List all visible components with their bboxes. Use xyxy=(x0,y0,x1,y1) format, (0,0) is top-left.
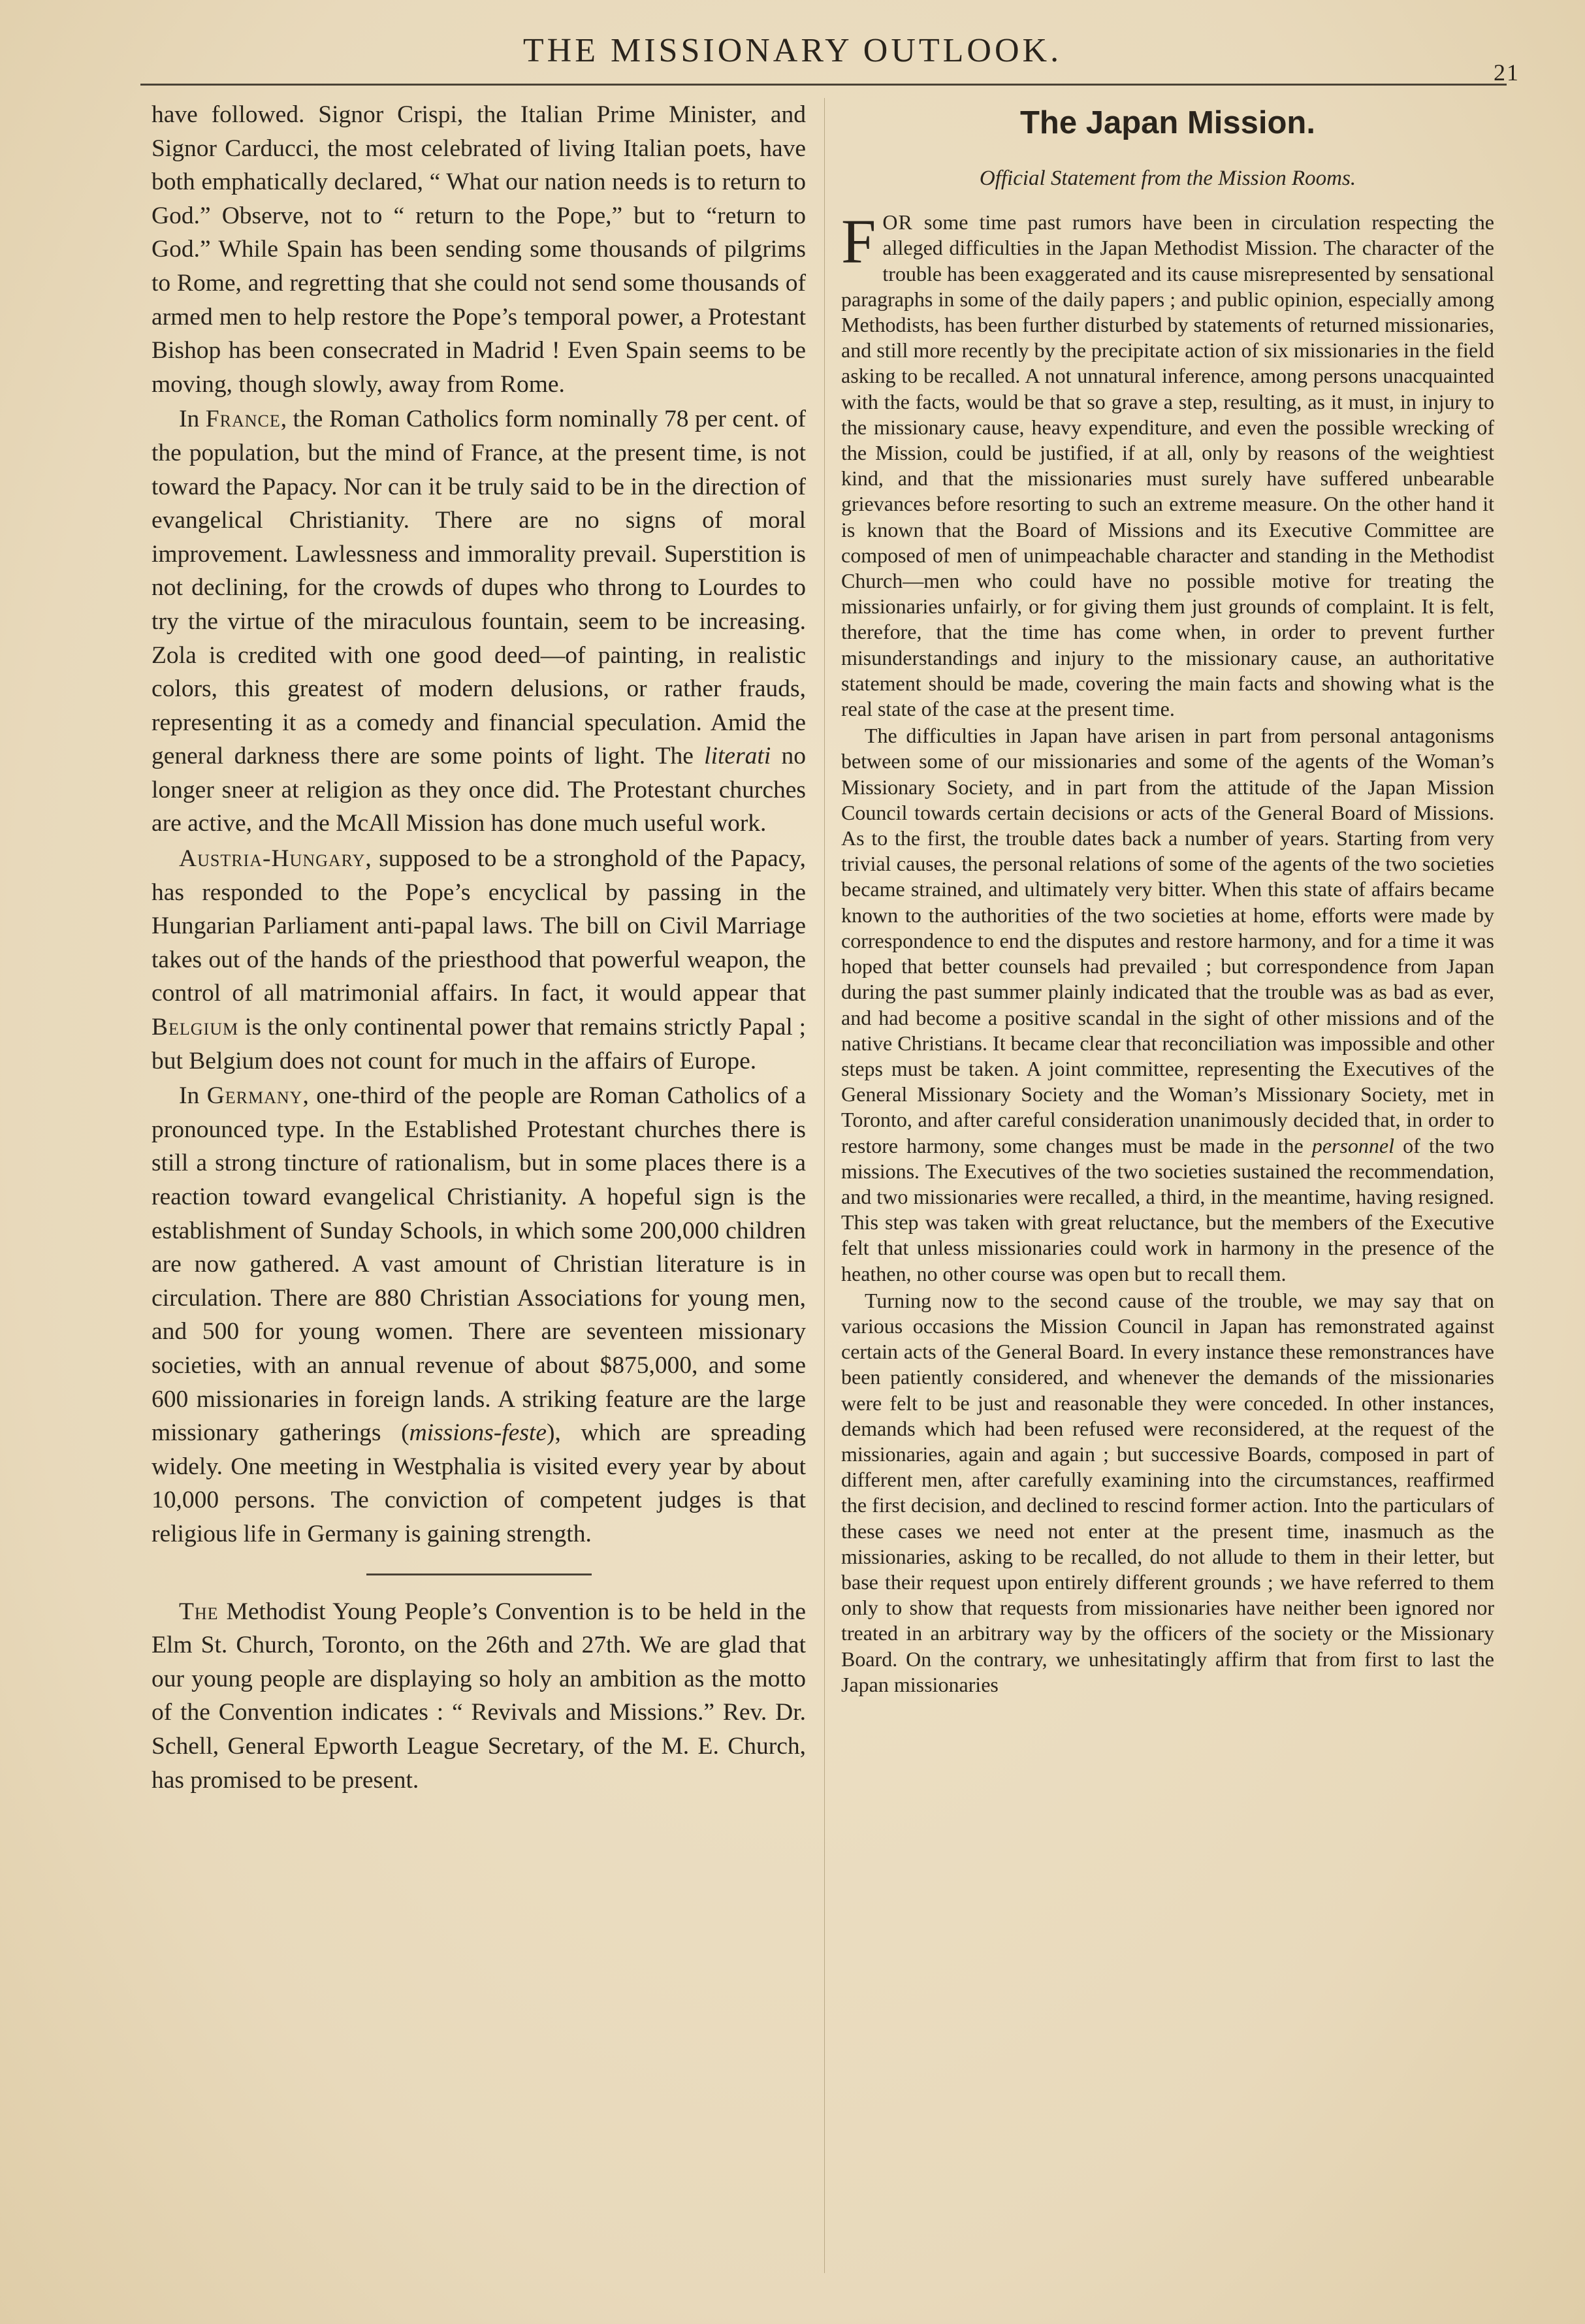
country-label-belgium: Belgium xyxy=(152,1014,239,1041)
notice-text: Methodist Young People’s Convention is to be held in the Elm St. Church, Toronto, on the 26th and 27th. We are glad that our young people are displaying so holy an ambition as the motto of the Convention indicates : “ Revivals and Missions.” Rev. Dr. Schell, General Epworth League Secretary, of the M. E. Church, has promised to be present. xyxy=(152,1598,806,1794)
paragraph-japan-second-cause: Turning now to the second cause of the trouble, we may say that on various occasions the Mission Council in Japan has remonstrated against certain acts of the General Board. In every instance these remonstrances have been patiently considered, and whenever the demands of the missionaries were felt to be just and reasonable they were conceded. In other instances, demands which had been refused were reconsidered, at the request of the missionaries, again and again ; but successive Boards, composed in part of different men, after carefully examining into the circumstances, reaffirmed the first decision, and declined to rescind former action. Into the particulars of these cases we need not enter at the present time, inasmuch as the missionaries, asking to be recalled, do not allude to them in their letter, but base their request upon entirely different grounds ; we have referred to them only to show that requests from missionaries have neither been ignored nor treated in an arbitrary way by the officers of the society or the Missionary Board. On the contrary, we unhesitatingly affirm that from first to last the Japan missionaries xyxy=(841,1288,1494,1696)
paragraph-difficulties-tail: of the two missions. The Executives of the two societies sustained the recommendation, and two missionaries were recalled, a third, in the meantime, having resigned. This step was taken with great reluctance, but the members of the Executive felt that unless missionaries could work in harmony in the presence of the heathen, no other course was open but to recall them. xyxy=(841,1133,1495,1285)
header-rule xyxy=(140,84,1507,86)
italic-literati: literati xyxy=(704,743,771,770)
article-title: The Japan Mission. xyxy=(1020,105,1315,140)
lead-smallcaps: OR xyxy=(882,210,913,234)
paragraph-japan-difficulties xyxy=(841,723,1494,1286)
paragraph-italy-spain: have followed. Signor Crispi, the Italian Prime Minister, and Signor Carducci, the most celebrated of living Italian poets, have both emphatically declared, “ What our nation needs is to return to God.” Observe, not to “ return to the Pope,” but to “return to God.” While Spain has been sending some thousands of pilgrims to Rome, and regretting that she could not send some thousands of armed men to help restore the Pope’s temporal power, a Protestant Bishop has been consecrated in Madrid ! Even Spain seems to be moving, though slowly, away from Rome. xyxy=(152,101,806,398)
left-column xyxy=(152,98,806,1798)
italic-personnel: personnel xyxy=(1311,1133,1395,1157)
country-label-austria-hungary: Austria-Hungary xyxy=(179,845,366,873)
paragraph-difficulties-text: The difficulties in Japan have arisen in part from personal antagonisms between some of our missionaries and some of the agents of the Woman’s Missionary Society, and in part from the attitude of the Japan Mission Council towards certain decisions or acts of the General Board of Missions. As to the first, the trouble dates back a number of years. Starting from very trivial causes, the personal relations of some of the agents of the two societies became strained, and ultimately very bitter. When this state of affairs became known to the authorities of the two societies at home, efforts were made by correspondence to end the disputes and restore harmony, and for a time it was hoped that better counsels had prevailed ; but correspondence from Japan during the past summer plainly indicated that the trouble was as bad as ever, and had become a positive scandal in the sight of other missions and of the native Christians. It became clear that reconciliation was impossible and other steps must be taken. A joint committee, representing the Executives of the General Missionary Society and the Woman’s Missionary Society, met in Toronto, and after careful consideration unanimously decided that, in order to restore harmony, some changes must be made in the xyxy=(841,724,1494,1157)
paragraph-austria-text: , supposed to be a stronghold of the Papacy, has responded to the Pope’s encyclical by passing in the Hungarian Parliament anti-papal laws. The bill on Civil Marriage takes out of the hands of the priesthood that powerful weapon, the control of all matrimonial affairs. In fact, it would appear that xyxy=(152,845,806,1007)
paragraph-france-pre: In xyxy=(179,406,206,433)
country-label-france: France xyxy=(205,406,281,433)
notice-lead-word: The xyxy=(179,1598,219,1625)
page-number: 21 xyxy=(1494,59,1520,86)
article-subtitle: Official Statement from the Mission Rooms. xyxy=(979,167,1356,190)
paragraph-japan-intro xyxy=(841,206,1494,722)
paragraph-germany-tail: ), which are spreading widely. One meeting in Westphalia is visited every year by about 10,000 persons. The conviction of competent judges is that religious life in Germany is gaining strength. xyxy=(152,1419,806,1547)
column-divider xyxy=(824,98,825,2273)
paragraph-convention-notice xyxy=(152,1595,806,1798)
right-column xyxy=(841,98,1494,1699)
running-header: THE MISSIONARY OUTLOOK. xyxy=(522,32,1063,69)
country-label-germany: Germany xyxy=(206,1082,303,1110)
paragraph-france-tail: no longer sneer at religion as they once did. The Protestant churches are active, and the McAll Mission has done much useful work. xyxy=(152,743,806,837)
paragraph-germany xyxy=(152,1079,806,1551)
section-divider xyxy=(366,1574,592,1575)
paragraph-germany-text: , one-third of the people are Roman Catholics of a pronounced type. In the Established Protestant churches there is still a strong tincture of rationalism, but in some places there is a reaction toward evangelical Christianity. A hopeful sign is the establishment of Sunday Schools, in which some 200,000 children are now gathered. A vast amount of Christian literature is in circulation. There are 880 Christian Associations for young men, and 500 for young women. There are seventeen missionary societies, with an annual revenue of about $875,000, and some 600 missionaries in foreign lands. A striking feature are the large missionary gatherings ( xyxy=(152,1082,806,1447)
paragraph-france-text: , the Roman Catholics form nominally 78 per cent. of the population, but the mind of France, at the present time, is not toward the Papacy. Nor can it be truly said to be in the direction of evangelical Christianity. There are no signs of moral improvement. Lawlessness and immorality prevail. Superstition is not declining, for the crowds of dupes who throng to Lourdes to try the virtue of the miraculous fountain, seem to be increasing. Zola is credited with one good deed—of painting, in realistic colors, this greatest of modern delusions, or rather frauds, representing it as a comedy and financial speculation. Amid the general darkness there are some points of light. The xyxy=(152,406,806,770)
paragraph-germany-pre: In xyxy=(179,1082,207,1110)
italic-missions-feste: missions-feste xyxy=(409,1419,547,1447)
paragraph-austria-hungary xyxy=(152,842,806,1078)
drop-cap: F xyxy=(841,206,876,277)
paragraph-france xyxy=(152,402,806,841)
paragraph-japan-intro-text: some time past rumors have been in circulation respecting the alleged difficulties in the Japan Methodist Mission. The character of the trouble has been exaggerated and its cause misrepresented by sensational paragraphs in some of the daily papers ; and public opinion, especially among Methodists, has been further disturbed by statements of returned missionaries, and still more recently by the precipitate action of six missionaries in the field asking to be recalled. A not unnatural inference, among persons unacquainted with the facts, would be that so grave a step, resulting, as it must, in injury to the missionary cause, heavy expenditure, and even the possible wrecking of the Mission, could be justified, if at all, only by reasons of the weightiest kind, and that the missionaries must surely have suffered unbearable grievances before resorting to such an extreme measure. On the other hand it is known that the Board of Missions and its Executive Committee are composed of men of unimpeachable character and standing in the Methodist Church—men who could have no possible motive for treating the missionaries unfairly, or for giving them just grounds of complaint. It is felt, therefore, that the time has come when, in order to prevent further misunderstandings and injury to the missionary cause, an authoritative statement should be made, covering the main facts and showing what is the real state of the case at the present time. xyxy=(841,210,1494,721)
paragraph-austria-tail: is the only continental power that remains strictly Papal ; but Belgium does not count for much in the affairs of Europe. xyxy=(152,1014,806,1074)
